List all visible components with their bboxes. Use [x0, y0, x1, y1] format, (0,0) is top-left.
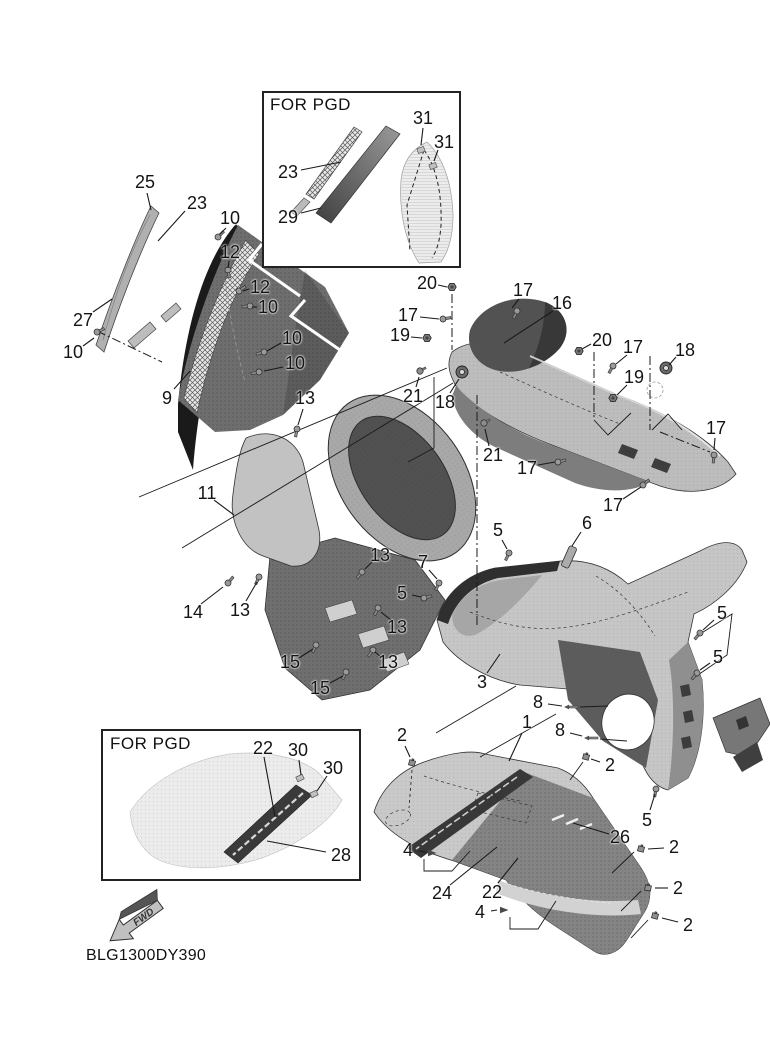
callout-18: 18	[434, 392, 456, 412]
callout-10: 10	[281, 328, 303, 348]
callout-17: 17	[622, 337, 644, 357]
callout-8: 8	[554, 720, 566, 740]
callout-12: 12	[219, 242, 241, 262]
callout-10: 10	[62, 342, 84, 362]
callout-10: 10	[284, 353, 306, 373]
callout-13: 13	[386, 617, 408, 637]
inset-title-bottom: FOR PGD	[110, 734, 191, 753]
callout-16: 16	[551, 293, 573, 313]
fwd-arrow-label: FWD	[131, 906, 157, 929]
callout-2: 2	[682, 915, 694, 935]
callout-5: 5	[641, 810, 653, 830]
callout-23: 23	[277, 162, 299, 182]
callout-22: 22	[481, 882, 503, 902]
callout-12: 12	[249, 277, 271, 297]
callout-25: 25	[134, 172, 156, 192]
callout-18: 18	[674, 340, 696, 360]
callout-17: 17	[516, 458, 538, 478]
callout-31: 31	[433, 132, 455, 152]
callout-24: 24	[431, 883, 453, 903]
callout-6: 6	[581, 513, 593, 533]
callout-14: 14	[182, 602, 204, 622]
callout-13: 13	[229, 600, 251, 620]
callout-13: 13	[377, 652, 399, 672]
figure-part-code: BLG1300DY390	[86, 947, 207, 964]
callout-30: 30	[287, 740, 309, 760]
callout-30: 30	[322, 758, 344, 778]
callout-17: 17	[602, 495, 624, 515]
callout-17: 17	[705, 418, 727, 438]
callout-13: 13	[294, 388, 316, 408]
callout-21: 21	[402, 386, 424, 406]
callout-10: 10	[257, 297, 279, 317]
callout-15: 15	[279, 652, 301, 672]
callout-19: 19	[389, 325, 411, 345]
callout-7: 7	[417, 552, 429, 572]
callout-3: 3	[476, 672, 488, 692]
callout-5: 5	[492, 520, 504, 540]
callout-17: 17	[397, 305, 419, 325]
callout-4: 4	[474, 902, 486, 922]
callout-2: 2	[604, 755, 616, 775]
callout-1: 1	[521, 712, 533, 732]
callout-11: 11	[197, 483, 217, 503]
callout-23: 23	[186, 193, 208, 213]
callout-4: 4	[402, 840, 414, 860]
callout-28: 28	[330, 845, 352, 865]
callout-5: 5	[396, 583, 408, 603]
callout-20: 20	[416, 273, 438, 293]
callout-15: 15	[309, 678, 331, 698]
callout-26: 26	[609, 827, 631, 847]
callout-20: 20	[591, 330, 613, 350]
callout-19: 19	[623, 367, 645, 387]
callout-17: 17	[512, 280, 534, 300]
callout-31: 31	[412, 108, 434, 128]
callout-9: 9	[161, 388, 173, 408]
callout-2: 2	[396, 725, 408, 745]
callout-13: 13	[369, 545, 391, 565]
callout-27: 27	[72, 310, 94, 330]
callout-5: 5	[716, 603, 728, 623]
callout-8: 8	[532, 692, 544, 712]
callout-5: 5	[712, 647, 724, 667]
callout-21: 21	[482, 445, 504, 465]
callout-2: 2	[668, 837, 680, 857]
callout-29: 29	[277, 207, 299, 227]
callout-10: 10	[219, 208, 241, 228]
callout-2: 2	[672, 878, 684, 898]
inset-title-top: FOR PGD	[270, 95, 351, 114]
callout-22: 22	[252, 738, 274, 758]
